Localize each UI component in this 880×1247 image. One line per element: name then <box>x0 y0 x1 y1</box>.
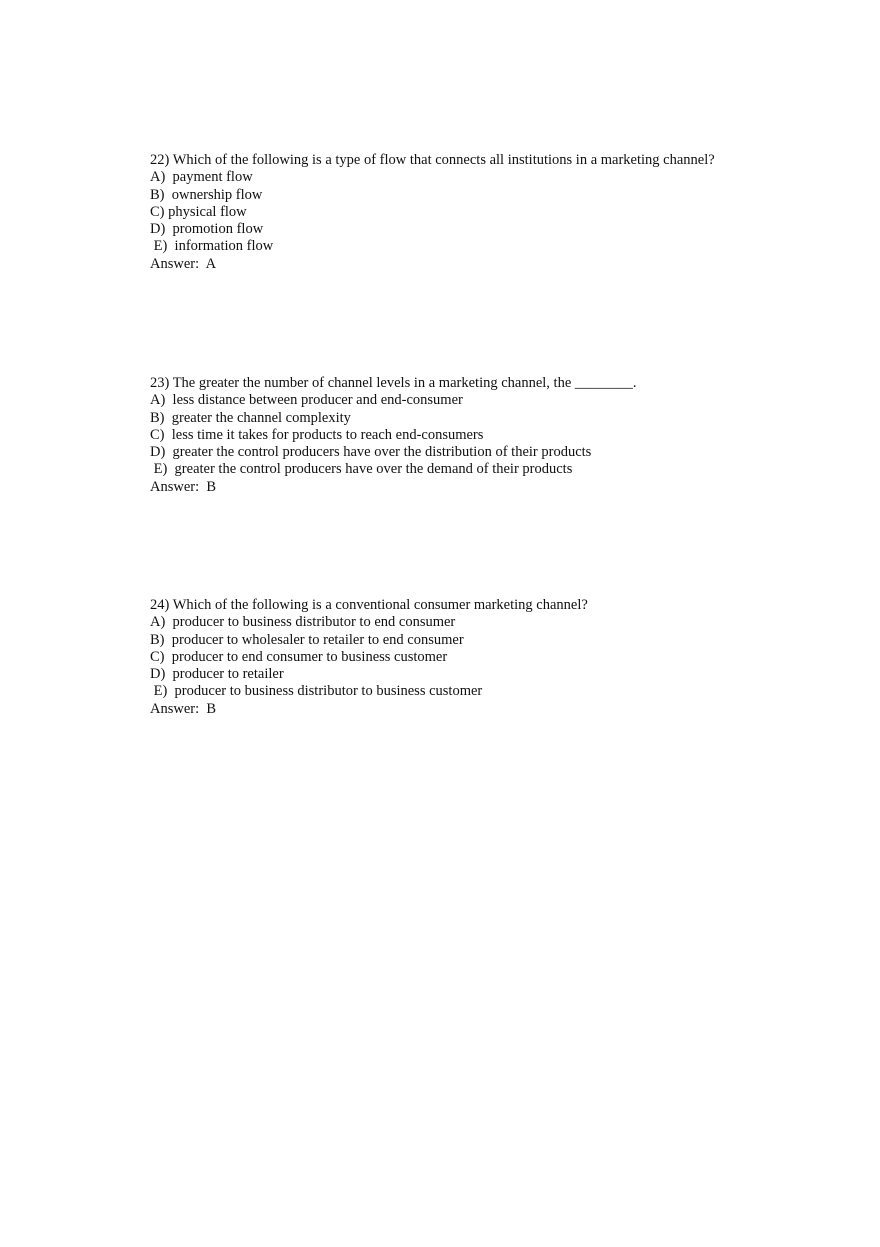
option-c: C) producer to end consumer to business customer <box>150 648 448 665</box>
question-24 <box>150 597 850 718</box>
option-a: A) payment flow <box>150 169 253 186</box>
option-b: B) greater the channel complexity <box>150 409 351 426</box>
option-b: B) ownership flow <box>150 186 263 203</box>
option-c: C) less time it takes for products to reach end-consumers <box>150 426 484 443</box>
option-e: E) greater the control producers have over the demand of their products <box>150 461 573 478</box>
option-a: A) producer to business distributor to end consumer <box>150 614 456 631</box>
question-stem: 23) The greater the number of channel levels in a marketing channel, the ________. <box>150 375 637 391</box>
answer-line: Answer: A <box>150 255 217 272</box>
question-stem: 22) Which of the following is a type of flow that connects all institutions in a marketing channel? <box>150 152 715 168</box>
question-23 <box>150 375 850 496</box>
option-e: E) information flow <box>150 238 274 255</box>
answer-line: Answer: B <box>150 478 217 495</box>
option-d: D) greater the control producers have over the distribution of their products <box>150 444 592 461</box>
question-22 <box>150 152 850 273</box>
option-a: A) less distance between producer and end-consumer <box>150 392 463 409</box>
option-b: B) producer to wholesaler to retailer to end consumer <box>150 631 464 648</box>
option-d: D) promotion flow <box>150 221 264 238</box>
option-c: C) physical flow <box>150 203 247 220</box>
option-e: E) producer to business distributor to business customer <box>150 683 483 700</box>
question-stem: 24) Which of the following is a conventional consumer marketing channel? <box>150 597 588 613</box>
option-d: D) producer to retailer <box>150 666 284 683</box>
answer-line: Answer: B <box>150 700 217 717</box>
